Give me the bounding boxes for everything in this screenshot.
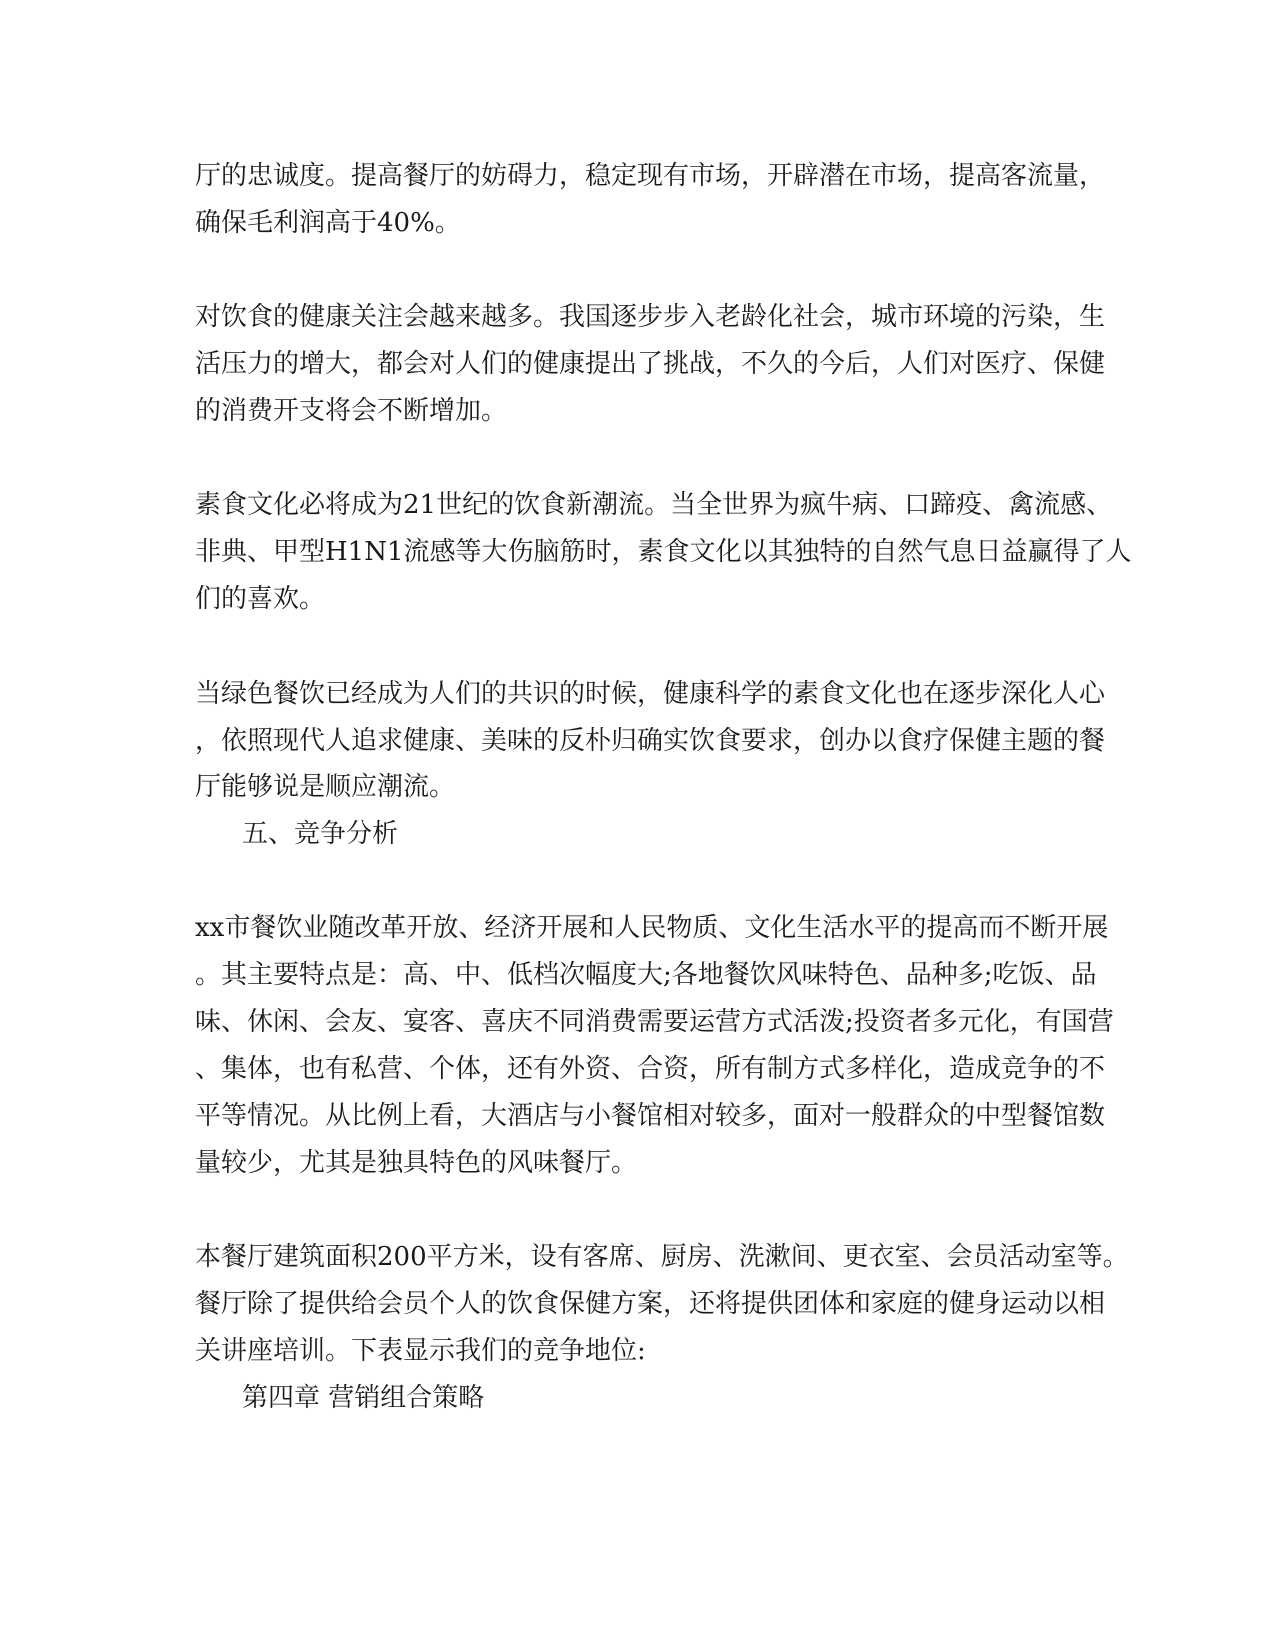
text-line: 厅的忠诚度。提高餐厅的妨碍力，稳定现有市场，开辟潜在市场，提高客流量， bbox=[195, 161, 1106, 191]
text-line: 味、休闲、会友、宴客、喜庆不同消费需要运营方式活泼;投资者多元化，有国营 bbox=[195, 1007, 1114, 1037]
text-line: 们的喜欢。 bbox=[195, 584, 326, 614]
text-line: 厅能够说是顺应潮流。 bbox=[195, 772, 456, 802]
text-line: 餐厅除了提供给会员个人的饮食保健方案，还将提供团体和家庭的健身运动以相 bbox=[195, 1289, 1106, 1319]
section-heading: 五、竞争分析 bbox=[242, 819, 399, 849]
text-line: 关讲座培训。下表显示我们的竞争地位: bbox=[195, 1336, 646, 1366]
text-line: 对饮食的健康关注会越来越多。我国逐步步入老龄化社会，城市环境的污染，生 bbox=[195, 302, 1106, 332]
text-line: 平等情况。从比例上看，大酒店与小餐馆相对较多，面对一般群众的中型餐馆数 bbox=[195, 1101, 1106, 1131]
text-line: 本餐厅建筑面积200平方米，设有客席、厨房、洗漱间、更衣室、会员活动室等。 bbox=[195, 1242, 1129, 1272]
text-line: 确保毛利润高于40%。 bbox=[195, 208, 461, 238]
text-line: 量较少，尤其是独具特色的风味餐厅。 bbox=[195, 1148, 638, 1178]
text-line: 的消费开支将会不断增加。 bbox=[195, 396, 508, 426]
text-line: 当绿色餐饮已经成为人们的共识的时候，健康科学的素食文化也在逐步深化人心 bbox=[195, 679, 1106, 709]
text-line: 非典、甲型H1N1流感等大伤脑筋时，素食文化以其独特的自然气息日益赢得了人 bbox=[195, 537, 1132, 567]
text-line: 、集体，也有私营、个体，还有外资、合资，所有制方式多样化，造成竞争的不 bbox=[195, 1054, 1106, 1084]
text-line: 。其主要特点是：高、中、低档次幅度大;各地餐饮风味特色、品种多;吃饭、品 bbox=[195, 960, 1097, 990]
text-line: xx市餐饮业随改革开放、经济开展和人民物质、文化生活水平的提高而不断开展 bbox=[195, 913, 1109, 943]
text-line: ，依照现代人追求健康、美味的反朴归确实饮食要求，创办以食疗保健主题的餐 bbox=[195, 726, 1106, 756]
text-line: 素食文化必将成为21世纪的饮食新潮流。当全世界为疯牛病、口蹄疫、禽流感、 bbox=[195, 490, 1113, 520]
text-line: 活压力的增大，都会对人们的健康提出了挑战，不久的今后，人们对医疗、保健 bbox=[195, 349, 1106, 379]
chapter-heading: 第四章 营销组合策略 bbox=[242, 1383, 485, 1413]
